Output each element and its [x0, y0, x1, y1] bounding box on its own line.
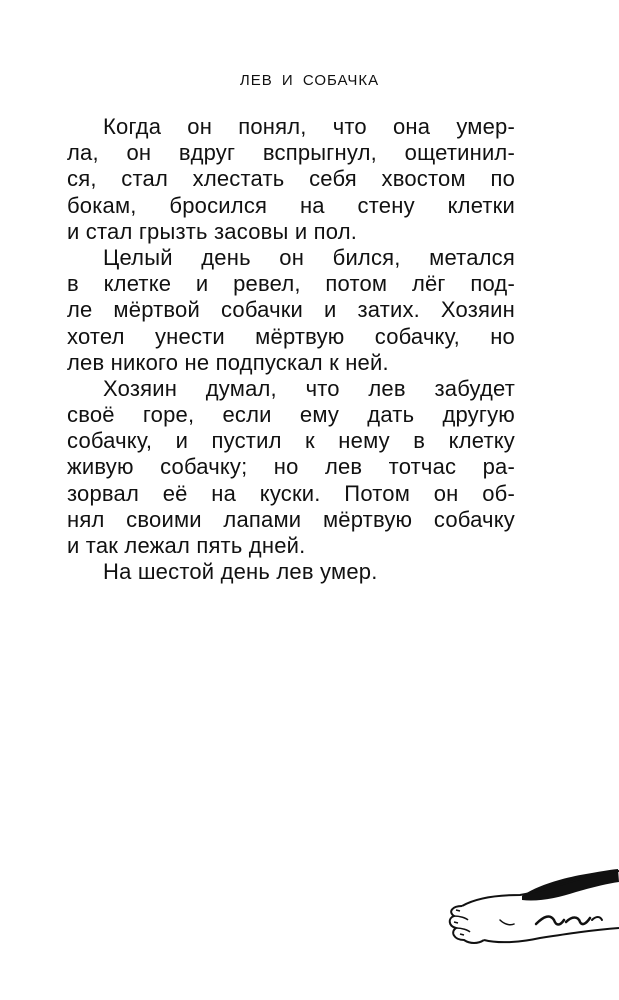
- text-line: нял своими лапами мёртвую собачку: [67, 506, 515, 532]
- text-line: и стал грызть засовы и пол.: [67, 218, 358, 244]
- text-line: ле мёртвой собачки и затих. Хозяин: [67, 297, 515, 323]
- text-line: Хозяин думал, что лев забудет: [103, 375, 515, 401]
- text-line: На шестой день лев умер.: [103, 559, 378, 585]
- text-line: своё горе, если ему дать другую: [67, 402, 515, 428]
- text-line: живую собачку; но лев тотчас ра-: [67, 454, 515, 480]
- text-line: лев никого не подпускал к ней.: [67, 349, 389, 375]
- text-line: и так лежал пять дней.: [67, 533, 306, 558]
- text-line: ся, стал хлестать себя хвостом по: [67, 166, 515, 192]
- text-line: ла, он вдруг вспрыгнул, ощетинил-: [67, 140, 515, 166]
- text-line: собачку, и пустил к нему в клетку: [67, 428, 515, 454]
- page-title: ЛЕВ И СОБАЧКА: [239, 72, 380, 89]
- text-line: в клетке и ревел, потом лёг под-: [67, 271, 515, 297]
- text-line: хотел унести мёртвую собачку, но: [67, 323, 515, 349]
- text-line: зорвал её на куски. Потом он об-: [67, 480, 515, 506]
- text-line: Целый день он бился, метался: [103, 244, 515, 270]
- text-line: Когда он понял, что она умер-: [103, 114, 515, 139]
- lion-paw-icon: [440, 862, 619, 952]
- story-text: [67, 114, 515, 585]
- text-line: бокам, бросился на стену клетки: [67, 192, 515, 218]
